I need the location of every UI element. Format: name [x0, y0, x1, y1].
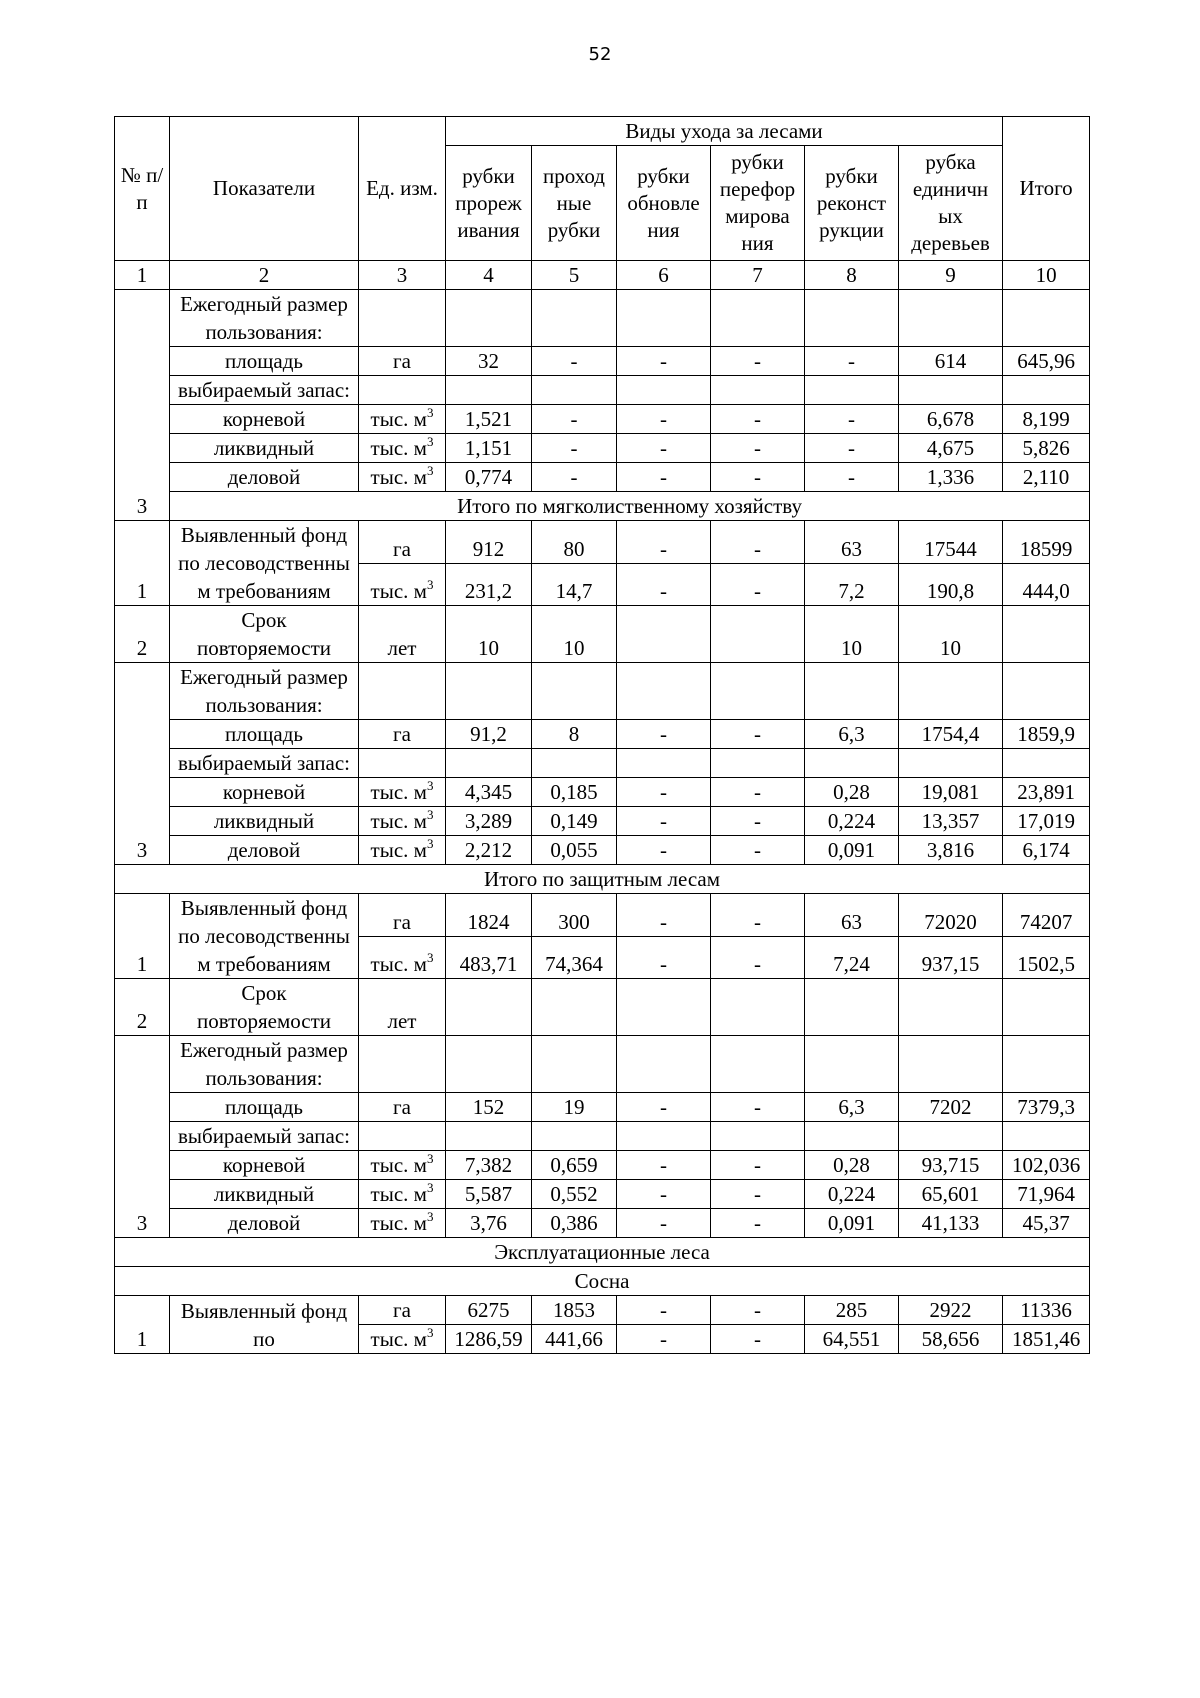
value-cell: 80: [532, 521, 617, 564]
value-cell: -: [617, 405, 711, 434]
row-number: 3: [115, 1036, 170, 1238]
value-cell: -: [711, 936, 805, 979]
table-row: [115, 663, 1090, 720]
value-cell: 5,826: [1003, 434, 1090, 463]
header-group-title: Виды ухода за лесами: [446, 117, 1003, 146]
column-number: 2: [170, 261, 359, 290]
value-cell: -: [617, 1296, 711, 1325]
value-cell: -: [617, 1151, 711, 1180]
value-cell: 10: [805, 606, 899, 663]
value-cell: 17544: [899, 521, 1003, 564]
indicator-label: Выявленный фонд по лесоводственны м требованиям: [170, 894, 359, 979]
value-cell: 10: [532, 606, 617, 663]
value-cell: -: [532, 347, 617, 376]
column-number: 4: [446, 261, 532, 290]
value-cell: 4,345: [446, 778, 532, 807]
value-cell: 645,96: [1003, 347, 1090, 376]
value-cell: -: [711, 1296, 805, 1325]
value-cell: 102,036: [1003, 1151, 1090, 1180]
unit-cell: тыс. $м^3$: [359, 1209, 446, 1238]
value-cell: -: [711, 563, 805, 606]
value-cell: 8: [532, 720, 617, 749]
indicator-label: деловой: [170, 463, 359, 492]
value-cell: [446, 979, 532, 1036]
value-cell: -: [617, 807, 711, 836]
value-cell: -: [711, 778, 805, 807]
value-cell: 41,133: [899, 1209, 1003, 1238]
value-cell: -: [532, 434, 617, 463]
value-cell: 13,357: [899, 807, 1003, 836]
row-number: 2: [115, 606, 170, 663]
value-cell: -: [711, 1325, 805, 1354]
value-cell: -: [617, 434, 711, 463]
value-cell: 1851,46: [1003, 1325, 1090, 1354]
page-number: 52: [588, 44, 612, 65]
indicator-label: ликвидный: [170, 1180, 359, 1209]
indicator-label: Ежегодный размер пользования:: [170, 663, 359, 720]
value-cell: -: [532, 405, 617, 434]
indicator-label: выбираемый запас:: [170, 376, 359, 405]
header-type-passing: проход ные рубки: [532, 146, 617, 261]
value-cell: -: [617, 894, 711, 937]
value-cell: 7,24: [805, 936, 899, 979]
section-header-row: [115, 865, 1090, 894]
value-cell: -: [711, 434, 805, 463]
value-cell: 3,76: [446, 1209, 532, 1238]
table-row: [115, 749, 1090, 778]
value-cell: 74207: [1003, 894, 1090, 937]
column-number: 7: [711, 261, 805, 290]
value-cell: 63: [805, 894, 899, 937]
value-cell: -: [711, 347, 805, 376]
value-cell: -: [617, 347, 711, 376]
value-cell: 14,7: [532, 563, 617, 606]
unit-cell: тыс. $м^3$: [359, 1180, 446, 1209]
value-cell: 0,659: [532, 1151, 617, 1180]
value-cell: [711, 979, 805, 1036]
value-cell: [1003, 606, 1090, 663]
indicator-label: площадь: [170, 1093, 359, 1122]
table-row: [115, 979, 1090, 1036]
section-header-row: [115, 1238, 1090, 1267]
value-cell: 1859,9: [1003, 720, 1090, 749]
header-type-thinning: рубки прореж ивания: [446, 146, 532, 261]
value-cell: 231,2: [446, 563, 532, 606]
value-cell: -: [617, 463, 711, 492]
value-cell: 1824: [446, 894, 532, 937]
indicator-label: площадь: [170, 720, 359, 749]
value-cell: -: [617, 778, 711, 807]
value-cell: 483,71: [446, 936, 532, 979]
value-cell: 10: [446, 606, 532, 663]
value-cell: 1502,5: [1003, 936, 1090, 979]
value-cell: 23,891: [1003, 778, 1090, 807]
value-cell: 2,212: [446, 836, 532, 865]
value-cell: 10: [899, 606, 1003, 663]
unit-cell: га: [359, 521, 446, 564]
value-cell: -: [711, 1151, 805, 1180]
header-type-single-tree: рубка единичн ых деревьев: [899, 146, 1003, 261]
column-number: 10: [1003, 261, 1090, 290]
column-number: 5: [532, 261, 617, 290]
unit-cell: га: [359, 720, 446, 749]
value-cell: 1754,4: [899, 720, 1003, 749]
value-cell: 0,224: [805, 1180, 899, 1209]
unit-cell: тыс. $м^3$: [359, 463, 446, 492]
value-cell: 64,551: [805, 1325, 899, 1354]
value-cell: 0,28: [805, 778, 899, 807]
value-cell: -: [711, 836, 805, 865]
value-cell: 74,364: [532, 936, 617, 979]
unit-cell: тыс. $м^3$: [359, 1151, 446, 1180]
indicator-label: корневой: [170, 778, 359, 807]
value-cell: 614: [899, 347, 1003, 376]
value-cell: 11336: [1003, 1296, 1090, 1325]
value-cell: 91,2: [446, 720, 532, 749]
value-cell: [532, 979, 617, 1036]
value-cell: 18599: [1003, 521, 1090, 564]
table-row: [115, 1093, 1090, 1122]
value-cell: [711, 606, 805, 663]
column-number: 3: [359, 261, 446, 290]
header-col-indicators: Показатели: [170, 117, 359, 261]
value-cell: -: [805, 434, 899, 463]
value-cell: -: [805, 463, 899, 492]
value-cell: 3,816: [899, 836, 1003, 865]
value-cell: 912: [446, 521, 532, 564]
unit-cell: га: [359, 894, 446, 937]
table-body: [115, 290, 1090, 1354]
value-cell: 6275: [446, 1296, 532, 1325]
value-cell: 6,174: [1003, 836, 1090, 865]
section-subheader-row: [115, 1267, 1090, 1296]
indicator-label: деловой: [170, 836, 359, 865]
indicator-label: деловой: [170, 1209, 359, 1238]
column-number: 6: [617, 261, 711, 290]
value-cell: 285: [805, 1296, 899, 1325]
value-cell: 0,28: [805, 1151, 899, 1180]
unit-cell: тыс. $м^3$: [359, 778, 446, 807]
unit-cell: тыс. $м^3$: [359, 563, 446, 606]
value-cell: 0,149: [532, 807, 617, 836]
value-cell: 6,3: [805, 1093, 899, 1122]
value-cell: 0,055: [532, 836, 617, 865]
table-row: [115, 290, 1090, 347]
value-cell: 190,8: [899, 563, 1003, 606]
value-cell: -: [711, 1180, 805, 1209]
indicator-label: корневой: [170, 1151, 359, 1180]
value-cell: 0,224: [805, 807, 899, 836]
indicator-label: ликвидный: [170, 807, 359, 836]
row-number: 3: [115, 663, 170, 865]
value-cell: 63: [805, 521, 899, 564]
unit-cell: тыс. $м^3$: [359, 836, 446, 865]
value-cell: -: [805, 347, 899, 376]
value-cell: [617, 979, 711, 1036]
value-cell: -: [711, 1209, 805, 1238]
unit-cell: тыс. $м^3$: [359, 405, 446, 434]
value-cell: -: [617, 563, 711, 606]
value-cell: 32: [446, 347, 532, 376]
indicator-label: выбираемый запас:: [170, 749, 359, 778]
value-cell: -: [617, 1180, 711, 1209]
table-row: [115, 1036, 1090, 1093]
table-row: [115, 405, 1090, 434]
value-cell: -: [711, 720, 805, 749]
header-type-reconstruct: рубки реконст рукции: [805, 146, 899, 261]
table-row: [115, 894, 1090, 937]
indicator-label: Срок повторяемости: [170, 606, 359, 663]
value-cell: 444,0: [1003, 563, 1090, 606]
value-cell: 1,521: [446, 405, 532, 434]
table-row: [115, 1296, 1090, 1325]
value-cell: 0,386: [532, 1209, 617, 1238]
value-cell: 1286,59: [446, 1325, 532, 1354]
table-header: [115, 117, 1090, 290]
value-cell: -: [617, 836, 711, 865]
value-cell: -: [617, 1093, 711, 1122]
value-cell: 5,587: [446, 1180, 532, 1209]
value-cell: 93,715: [899, 1151, 1003, 1180]
table-row: [115, 376, 1090, 405]
unit-cell: тыс. $м^3$: [359, 936, 446, 979]
value-cell: 7379,3: [1003, 1093, 1090, 1122]
section-header-row: [115, 492, 1090, 521]
unit-cell: га: [359, 347, 446, 376]
table-row: [115, 1180, 1090, 1209]
value-cell: [805, 979, 899, 1036]
indicator-label: Срок повторяемости: [170, 979, 359, 1036]
indicator-label: Ежегодный размер пользования:: [170, 290, 359, 347]
value-cell: 0,185: [532, 778, 617, 807]
forest-care-table: [114, 116, 1090, 1354]
column-number: 1: [115, 261, 170, 290]
value-cell: 3,289: [446, 807, 532, 836]
value-cell: -: [711, 894, 805, 937]
column-number: 8: [805, 261, 899, 290]
table-row: [115, 807, 1090, 836]
table-row: [115, 434, 1090, 463]
indicator-label: Выявленный фонд по лесоводственны м требованиям: [170, 521, 359, 606]
row-number: 3: [115, 290, 170, 521]
table-row: [115, 347, 1090, 376]
value-cell: -: [532, 463, 617, 492]
row-number: 1: [115, 521, 170, 606]
table-row: [115, 1151, 1090, 1180]
value-cell: 0,091: [805, 1209, 899, 1238]
value-cell: 19,081: [899, 778, 1003, 807]
value-cell: -: [617, 720, 711, 749]
header-col-total: Итого: [1003, 117, 1090, 261]
value-cell: -: [711, 405, 805, 434]
value-cell: 2,110: [1003, 463, 1090, 492]
value-cell: -: [711, 1093, 805, 1122]
table-row: [115, 778, 1090, 807]
value-cell: -: [805, 405, 899, 434]
table-row: [115, 720, 1090, 749]
indicator-label: ликвидный: [170, 434, 359, 463]
value-cell: 1853: [532, 1296, 617, 1325]
value-cell: -: [711, 807, 805, 836]
value-cell: 72020: [899, 894, 1003, 937]
value-cell: 441,66: [532, 1325, 617, 1354]
indicator-label: Ежегодный размер пользования:: [170, 1036, 359, 1093]
indicator-label: выбираемый запас:: [170, 1122, 359, 1151]
value-cell: [899, 979, 1003, 1036]
section-title: Итого по мягколиственному хозяйству: [170, 492, 1090, 521]
section-title: Эксплуатационные леса: [115, 1238, 1090, 1267]
value-cell: [617, 606, 711, 663]
value-cell: 1,336: [899, 463, 1003, 492]
value-cell: 1,151: [446, 434, 532, 463]
table-row: [115, 463, 1090, 492]
unit-cell: га: [359, 1296, 446, 1325]
value-cell: [1003, 979, 1090, 1036]
value-cell: 71,964: [1003, 1180, 1090, 1209]
table-row: [115, 836, 1090, 865]
unit-cell: га: [359, 1093, 446, 1122]
value-cell: 45,37: [1003, 1209, 1090, 1238]
header-col-unit: Ед. изм.: [359, 117, 446, 261]
unit-cell: тыс. $м^3$: [359, 434, 446, 463]
indicator-label: корневой: [170, 405, 359, 434]
section-title: Итого по защитным лесам: [115, 865, 1090, 894]
unit-cell: лет: [359, 979, 446, 1036]
column-number: 9: [899, 261, 1003, 290]
row-number: 1: [115, 1296, 170, 1354]
value-cell: 4,675: [899, 434, 1003, 463]
value-cell: 8,199: [1003, 405, 1090, 434]
value-cell: 0,774: [446, 463, 532, 492]
indicator-label: Выявленный фонд по: [170, 1296, 359, 1354]
value-cell: 6,678: [899, 405, 1003, 434]
unit-cell: лет: [359, 606, 446, 663]
unit-cell: тыс. $м^3$: [359, 807, 446, 836]
value-cell: 0,091: [805, 836, 899, 865]
table-row: [115, 606, 1090, 663]
value-cell: 300: [532, 894, 617, 937]
value-cell: 0,552: [532, 1180, 617, 1209]
value-cell: -: [711, 463, 805, 492]
value-cell: 7,382: [446, 1151, 532, 1180]
value-cell: -: [617, 936, 711, 979]
value-cell: 152: [446, 1093, 532, 1122]
value-cell: -: [617, 521, 711, 564]
table-row: [115, 521, 1090, 564]
value-cell: 937,15: [899, 936, 1003, 979]
value-cell: 65,601: [899, 1180, 1003, 1209]
value-cell: 6,3: [805, 720, 899, 749]
header-type-reform: рубки перефор мирова ния: [711, 146, 805, 261]
indicator-label: площадь: [170, 347, 359, 376]
value-cell: -: [617, 1209, 711, 1238]
value-cell: 17,019: [1003, 807, 1090, 836]
unit-cell: тыс. $м^3$: [359, 1325, 446, 1354]
value-cell: 7,2: [805, 563, 899, 606]
header-type-renewal: рубки обновле ния: [617, 146, 711, 261]
row-number: 1: [115, 894, 170, 979]
table-row: [115, 1209, 1090, 1238]
table-row: [115, 1122, 1090, 1151]
value-cell: 19: [532, 1093, 617, 1122]
section-subtitle: Сосна: [115, 1267, 1090, 1296]
value-cell: 2922: [899, 1296, 1003, 1325]
row-number: 2: [115, 979, 170, 1036]
value-cell: 7202: [899, 1093, 1003, 1122]
header-col-num: № п/п: [115, 117, 170, 261]
value-cell: -: [711, 521, 805, 564]
value-cell: 58,656: [899, 1325, 1003, 1354]
value-cell: -: [617, 1325, 711, 1354]
